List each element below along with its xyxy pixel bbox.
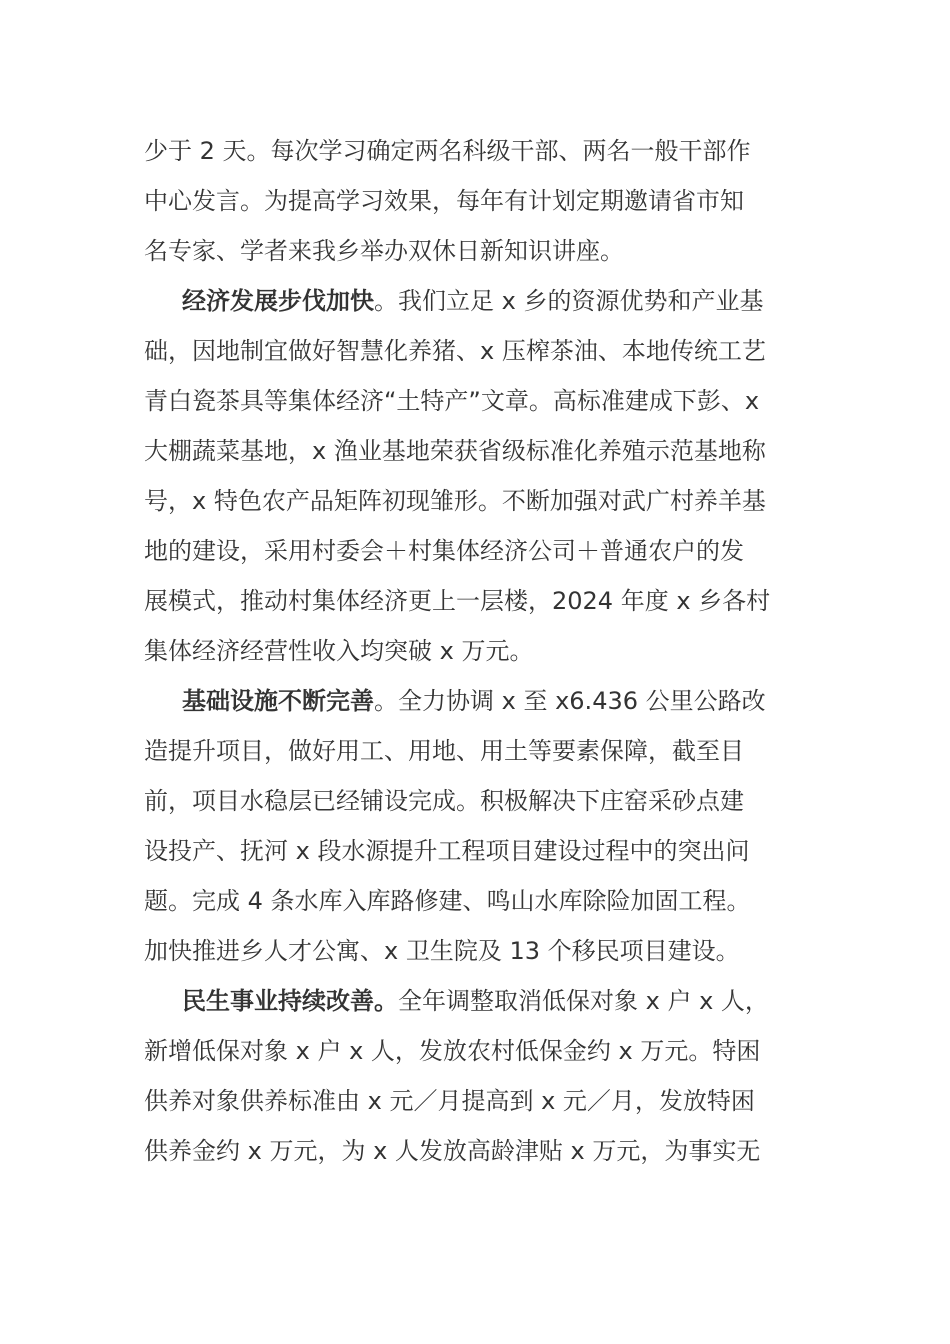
line-text: 名专家、学者来我乡举办双休日新知识讲座。 (144, 237, 624, 265)
line-text: 中心发言。为提高学习效果，每年有计划定期邀请省市知 (144, 187, 744, 215)
line-text: 造提升项目，做好用工、用地、用土等要素保障，截至目 (144, 737, 744, 765)
text-line (144, 1036, 810, 1086)
line-text: 供养对象供养标准由 x 元／月提高到 x 元／月，发放特困 (144, 1087, 755, 1115)
text-line (144, 136, 810, 186)
text-line (144, 1086, 810, 1136)
line-text: 础，因地制宜做好智慧化养猪、x 压榨茶油、本地传统工艺 (144, 337, 766, 365)
line-text: 。我们立足 x 乡的资源优势和产业基 (374, 287, 764, 315)
line-text: 设投产、抚河 x 段水源提升工程项目建设过程中的突出问 (144, 837, 750, 865)
text-line (144, 586, 810, 636)
text-line (144, 636, 810, 686)
line-text: 新增低保对象 x 户 x 人，发放农村低保金约 x 万元。特困 (144, 1037, 761, 1065)
text-line (144, 386, 810, 436)
line-text: 加快推进乡人才公寓、x 卫生院及 13 个移民项目建设。 (144, 937, 740, 965)
text-line (144, 486, 810, 536)
paragraph-first-line (182, 986, 810, 1036)
line-text: 地的建设，采用村委会＋村集体经济公司＋普通农户的发 (144, 537, 744, 565)
line-text: 题。完成 4 条水库入库路修建、鸣山水库除险加固工程。 (144, 887, 751, 915)
text-line (144, 736, 810, 786)
line-text: 。全力协调 x 至 x6.436 公里公路改 (374, 687, 766, 715)
paragraph-heading: 经济发展步伐加快 (182, 287, 374, 315)
paragraph-first-line (182, 686, 810, 736)
line-text: 大棚蔬菜基地，x 渔业基地荣获省级标准化养殖示范基地称 (144, 437, 766, 465)
paragraph-first-line (182, 286, 810, 336)
paragraph-heading: 基础设施不断完善 (182, 687, 374, 715)
text-line (144, 786, 810, 836)
text-line (144, 1136, 810, 1186)
text-line (144, 936, 810, 986)
text-line (144, 336, 810, 386)
line-text: 号，x 特色农产品矩阵初现雏形。不断加强对武广村养羊基 (144, 487, 766, 515)
text-line (144, 836, 810, 886)
text-line (144, 236, 810, 286)
line-text: 集体经济经营性收入均突破 x 万元。 (144, 637, 534, 665)
line-text: 供养金约 x 万元，为 x 人发放高龄津贴 x 万元，为事实无 (144, 1137, 761, 1165)
text-line (144, 536, 810, 586)
text-line (144, 186, 810, 236)
line-text: 展模式，推动村集体经济更上一层楼，2024 年度 x 乡各村 (144, 587, 771, 615)
line-text: 全年调整取消低保对象 x 户 x 人， (398, 987, 769, 1015)
line-text: 前，项目水稳层已经铺设完成。积极解决下庄窑采砂点建 (144, 787, 744, 815)
paragraph-heading: 民生事业持续改善。 (182, 987, 398, 1015)
line-text: 青白瓷茶具等集体经济“土特产”文章。高标准建成下彭、x (144, 387, 760, 415)
line-text: 少于 2 天。每次学习确定两名科级干部、两名一般干部作 (144, 137, 751, 165)
text-line (144, 436, 810, 486)
text-line (144, 886, 810, 936)
